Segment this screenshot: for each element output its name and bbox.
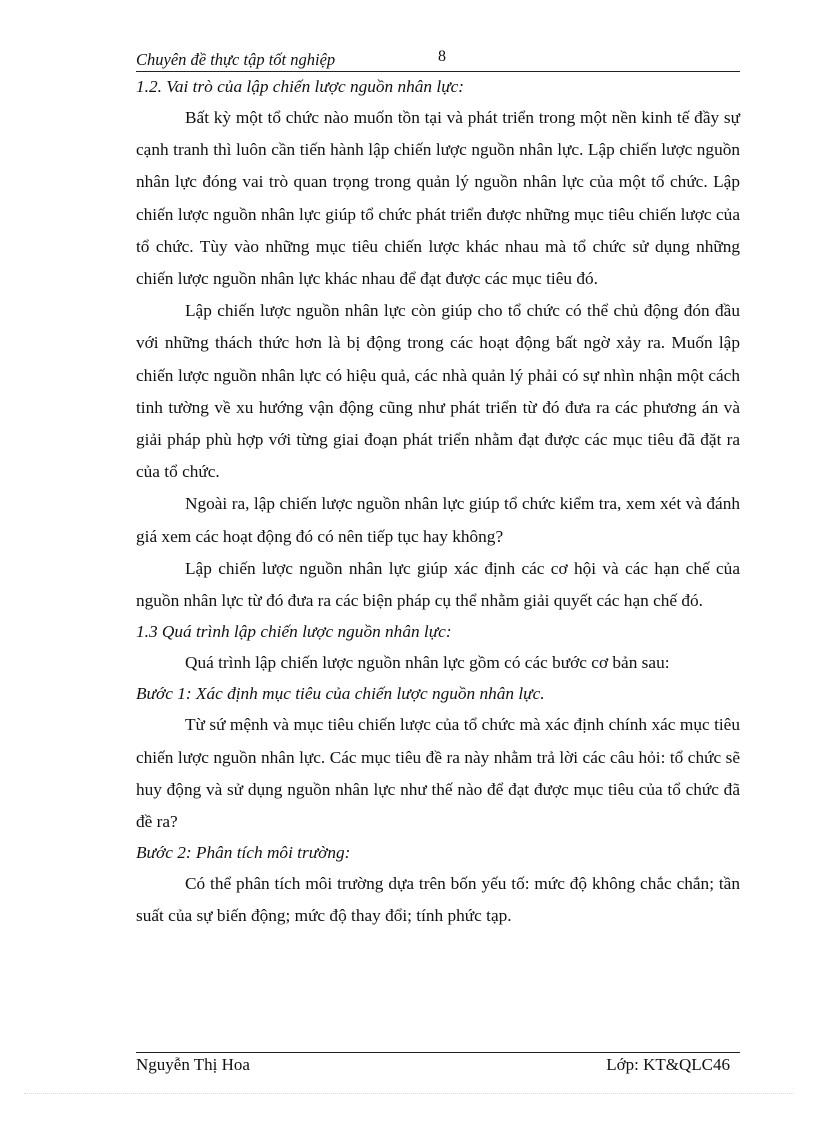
page-footer: [136, 1055, 740, 1079]
body-paragraph: Lập chiến lược nguồn nhân lực giúp xác định các cơ hội và các hạn chế của nguồn nhân lực từ đó đưa ra các biện pháp cụ thể nhằm giải quyết các hạn chế đó.: [136, 558, 740, 611]
body-paragraph: Bất kỳ một tổ chức nào muốn tồn tại và phát triển trong một nền kinh tế đầy sự cạnh tranh thì luôn cần tiến hành lập chiến lược nguồn nhân lực. Lập chiến lược nguồn nhân lực đóng vai trò quan trọng trong quản lý nguồn nhân lực của một tổ chức. Lập chiến lược nguồn nhân lực giúp tổ chức phát triển được những mục tiêu chiến lược của tổ chức. Tùy vào những mục tiêu chiến lược khác nhau mà tổ chức sử dụng những chiến lược nguồn nhân lực khác nhau để đạt được các mục tiêu đó.: [136, 108, 740, 289]
document-body: [136, 72, 740, 933]
section-heading-1-3: 1.3 Quá trình lập chiến lược nguồn nhân lực:: [136, 622, 452, 642]
page-header: [136, 48, 740, 70]
step-heading-2: Bước 2: Phân tích môi trường:: [136, 843, 351, 863]
body-paragraph: Có thể phân tích môi trường dựa trên bốn yếu tố: mức độ không chắc chắn; tần suất của sự biến động; mức độ thay đổi; tính phức tạp.: [136, 874, 740, 926]
body-paragraph: Ngoài ra, lập chiến lược nguồn nhân lực giúp tổ chức kiểm tra, xem xét và đánh giá xem các hoạt động đó có nên tiếp tục hay không?: [136, 494, 740, 546]
body-paragraph: Quá trình lập chiến lược nguồn nhân lực gồm có các bước cơ bản sau:: [185, 653, 670, 673]
body-paragraph: Từ sứ mệnh và mục tiêu chiến lược của tổ chức mà xác định chính xác mục tiêu chiến lược nguồn nhân lực. Các mục tiêu đề ra này nhằm trả lời các câu hỏi: tổ chức sẽ huy động và sử dụng nguồn nhân lực như thế nào để đạt được mục tiêu của tổ chức đã đề ra?: [136, 715, 740, 832]
body-paragraph: Lập chiến lược nguồn nhân lực còn giúp cho tổ chức có thể chủ động đón đầu với những thách thức hơn là bị động trong các hoạt động bất ngờ xảy ra. Muốn lập chiến lược nguồn nhân lực có hiệu quả, các nhà quản lý phải có sự nhìn nhận một cách tinh tường về xu hướng vận động cũng như phát triển từ đó đưa ra các phương án và giải pháp phù hợp với từng giai đoạn phát triển nhằm đạt được các mục tiêu đã đặt ra của tổ chức.: [136, 301, 740, 482]
page-number: 8: [438, 48, 446, 65]
author-name: Nguyễn Thị Hoa: [136, 1055, 250, 1074]
step-heading-1: Bước 1: Xác định mục tiêu của chiến lược nguồn nhân lực.: [136, 684, 545, 704]
section-heading-1-2: 1.2. Vai trò của lập chiến lược nguồn nhân lực:: [136, 77, 465, 96]
class-code: Lớp: KT&QLC46: [606, 1055, 730, 1074]
page-bottom-edge: [24, 1093, 794, 1094]
document-title: Chuyên đề thực tập tốt nghiệp: [136, 50, 336, 69]
footer-divider: [136, 1052, 740, 1053]
